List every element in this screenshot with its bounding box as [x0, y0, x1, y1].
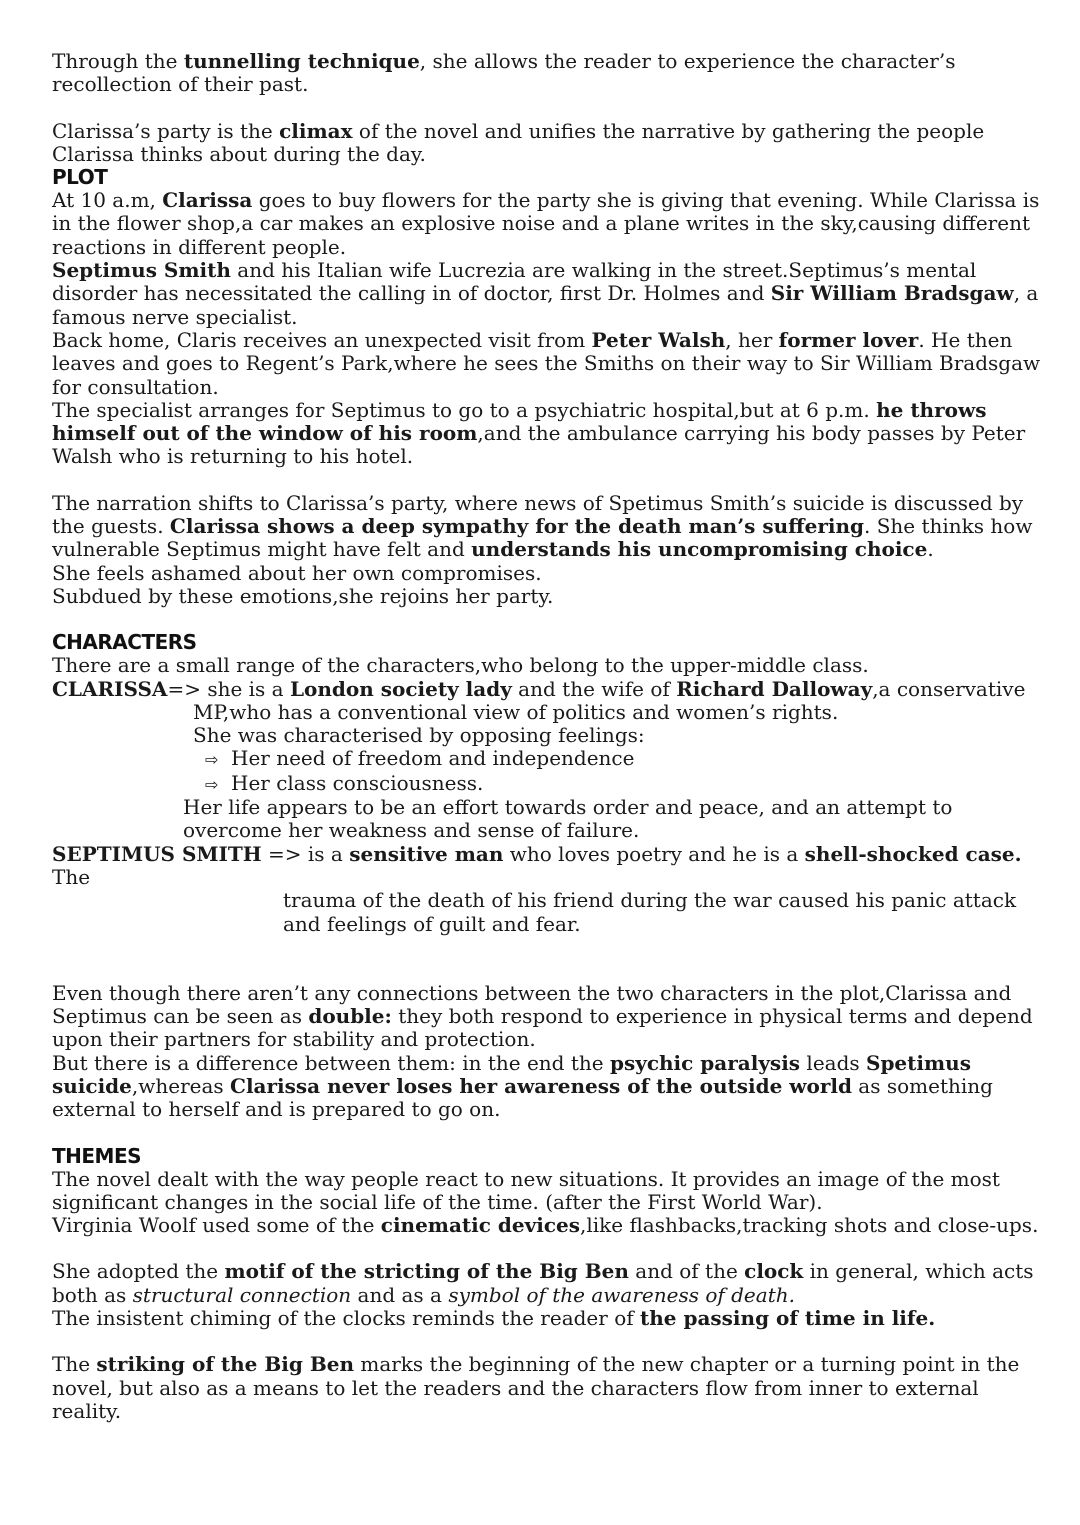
- emphasis-bold: sensitive man: [349, 841, 504, 866]
- emphasis-bold: the passing of time in life.: [640, 1306, 936, 1331]
- characters-difference-paragraph: But there is a difference between them: in the end the psychic paralysis leads Spetimus suicide,whereas Clarissa never loses her awareness of the outside world as something external to herself and is prepared to go on.: [52, 1050, 993, 1122]
- plot-paragraph: The narration shifts to Clarissa’s party, where news of Spetimus Smith’s suicide is discussed by the guests. Clarissa shows a deep sympathy for the death man’s suffering. She thinks how vulnerable Septimus might have felt and understands his uncompromising choice.: [52, 490, 1033, 562]
- emphasis-bold: Spetimus suicide: [52, 1050, 971, 1098]
- character-description: and feelings of guilt and fear.: [283, 911, 581, 936]
- emphasis-bold: motif of the stricting of the Big Ben: [224, 1259, 629, 1284]
- emphasis-bold: clock: [744, 1259, 804, 1284]
- character-description: is a sensitive man who loves poetry and he is a shell-shocked case. The: [52, 841, 1022, 889]
- emphasis-bold: shell-shocked case.: [804, 841, 1022, 866]
- character-label-septimus: SEPTIMUS SMITH: [52, 841, 262, 866]
- character-description: She was characterised by opposing feelings:: [193, 723, 645, 748]
- character-clarissa-line: [52, 678, 1042, 701]
- emphasis-italic: structural connection: [132, 1282, 352, 1307]
- plot-paragraph: Subdued by these emotions,she rejoins her party.: [52, 583, 554, 608]
- plot-paragraph: Septimus Smith and his Italian wife Lucrezia are walking in the street.Septimus’s mental disorder has necessitated the calling in of doctor, first Dr. Holmes and Sir William Bradsgaw, a famous nerve specialist.: [52, 258, 1039, 329]
- characters-intro: There are a small range of the characters,who belong to the upper-middle class.: [52, 653, 869, 678]
- list-item: [52, 772, 1042, 796]
- emphasis-bold: double:: [308, 1004, 392, 1029]
- right-arrow-icon: ⇨: [205, 750, 219, 770]
- themes-paragraph: The insistent chiming of the clocks reminds the reader of the passing of time in life.: [52, 1306, 936, 1331]
- emphasis-bold: understands his uncompromising choice: [471, 537, 928, 562]
- emphasis-bold: Peter Walsh: [591, 327, 726, 352]
- character-septimus-line: [52, 843, 1042, 890]
- arrow-symbol: =>: [268, 841, 302, 866]
- section-heading-characters: CHARACTERS: [52, 630, 197, 655]
- emphasis-bold: London society lady: [289, 676, 512, 701]
- emphasis-bold: tunnelling technique: [183, 49, 420, 73]
- list-item: [52, 747, 1042, 771]
- plot-paragraph: At 10 a.m, Clarissa goes to buy flowers for the party she is giving that evening. While Clarissa is in the flower shop,a car makes an explosive noise and a plane writes in the sky,causing different reactions in different people.: [52, 188, 1040, 259]
- emphasis-bold: Clarissa shows a deep sympathy for the death man’s suffering: [169, 514, 864, 539]
- character-description: MP,who has a conventional view of politics and women’s rights.: [193, 699, 839, 724]
- right-arrow-icon: ⇨: [205, 774, 219, 794]
- plot-paragraph: She feels ashamed about her own compromises.: [52, 560, 542, 585]
- arrow-symbol: =>: [167, 676, 201, 701]
- emphasis-bold: cinematic devices: [380, 1213, 580, 1238]
- list-item-text: Her class consciousness.: [231, 770, 484, 795]
- characters-double-paragraph: Even though there aren’t any connections between the two characters in the plot,Clarissa and Septimus can be seen as double: they both respond to experience in physical terms and depend upon their partners for stability and protection.: [52, 980, 1033, 1052]
- themes-paragraph: The novel dealt with the way people react to new situations. It provides an image of the most significant changes in the social life of the time. (after the First World War).: [52, 1166, 1000, 1214]
- emphasis-italic: symbol of the awareness of death.: [448, 1282, 795, 1307]
- character-description: Her life appears to be an effort towards order and peace, and an attempt to: [183, 795, 953, 820]
- themes-paragraph: The striking of the Big Ben marks the beginning of the new chapter or a turning point in the novel, but also as a means to let the readers and the characters flow from inner to external reality.: [52, 1352, 1020, 1423]
- themes-paragraph: She adopted the motif of the stricting of the Big Ben and of the clock in general, which acts both as structural connection and as a symbol of the awareness of death.: [52, 1259, 1034, 1307]
- emphasis-bold: Sir William Bradsgaw: [770, 281, 1014, 306]
- emphasis-bold: he throws himself out of the window of his room: [52, 397, 987, 446]
- section-heading-themes: THEMES: [52, 1143, 142, 1168]
- emphasis-bold: Clarissa never loses her awareness of the outside world: [230, 1073, 852, 1098]
- document-page: [52, 50, 1042, 1423]
- character-description: she is a London society lady and the wife of Richard Dalloway,a conservative: [200, 676, 1026, 701]
- emphasis-bold: psychic paralysis: [609, 1050, 801, 1075]
- plot-paragraph: Back home, Claris receives an unexpected visit from Peter Walsh, her former lover. He then leaves and goes to Regent’s Park,where he sees the Smiths on their way to Sir William Bradsgaw for consultation.: [52, 327, 1041, 399]
- emphasis-bold: climax: [279, 118, 353, 143]
- themes-paragraph: Virginia Woolf used some of the cinematic devices,like flashbacks,tracking shots and close-ups.: [52, 1213, 1039, 1238]
- section-heading-plot: PLOT: [52, 165, 108, 190]
- emphasis-bold: striking of the Big Ben: [96, 1352, 354, 1377]
- character-description: overcome her weakness and sense of failure.: [183, 818, 640, 843]
- intro-paragraph-climax: Clarissa’s party is the climax of the novel and unifies the narrative by gathering the people Clarissa thinks about during the day.: [52, 118, 985, 166]
- character-label-clarissa: CLARISSA: [52, 676, 168, 701]
- list-item-text: Her need of freedom and independence: [231, 746, 635, 771]
- emphasis-bold: former lover: [778, 327, 919, 352]
- intro-paragraph-tunnelling: Through the tunnelling technique, she allows the reader to experience the character’s recollection of their past.: [52, 49, 956, 97]
- emphasis-bold: Clarissa: [162, 188, 253, 213]
- emphasis-bold: Septimus Smith: [52, 258, 231, 283]
- emphasis-bold: Richard Dalloway: [676, 676, 873, 701]
- plot-paragraph: The specialist arranges for Septimus to go to a psychiatric hospital,but at 6 p.m. he throws himself out of the window of his room,and the ambulance carrying his body passes by Peter Walsh who is returning to his hotel.: [52, 397, 1026, 469]
- character-description: trauma of the death of his friend during the war caused his panic attack: [283, 888, 1017, 913]
